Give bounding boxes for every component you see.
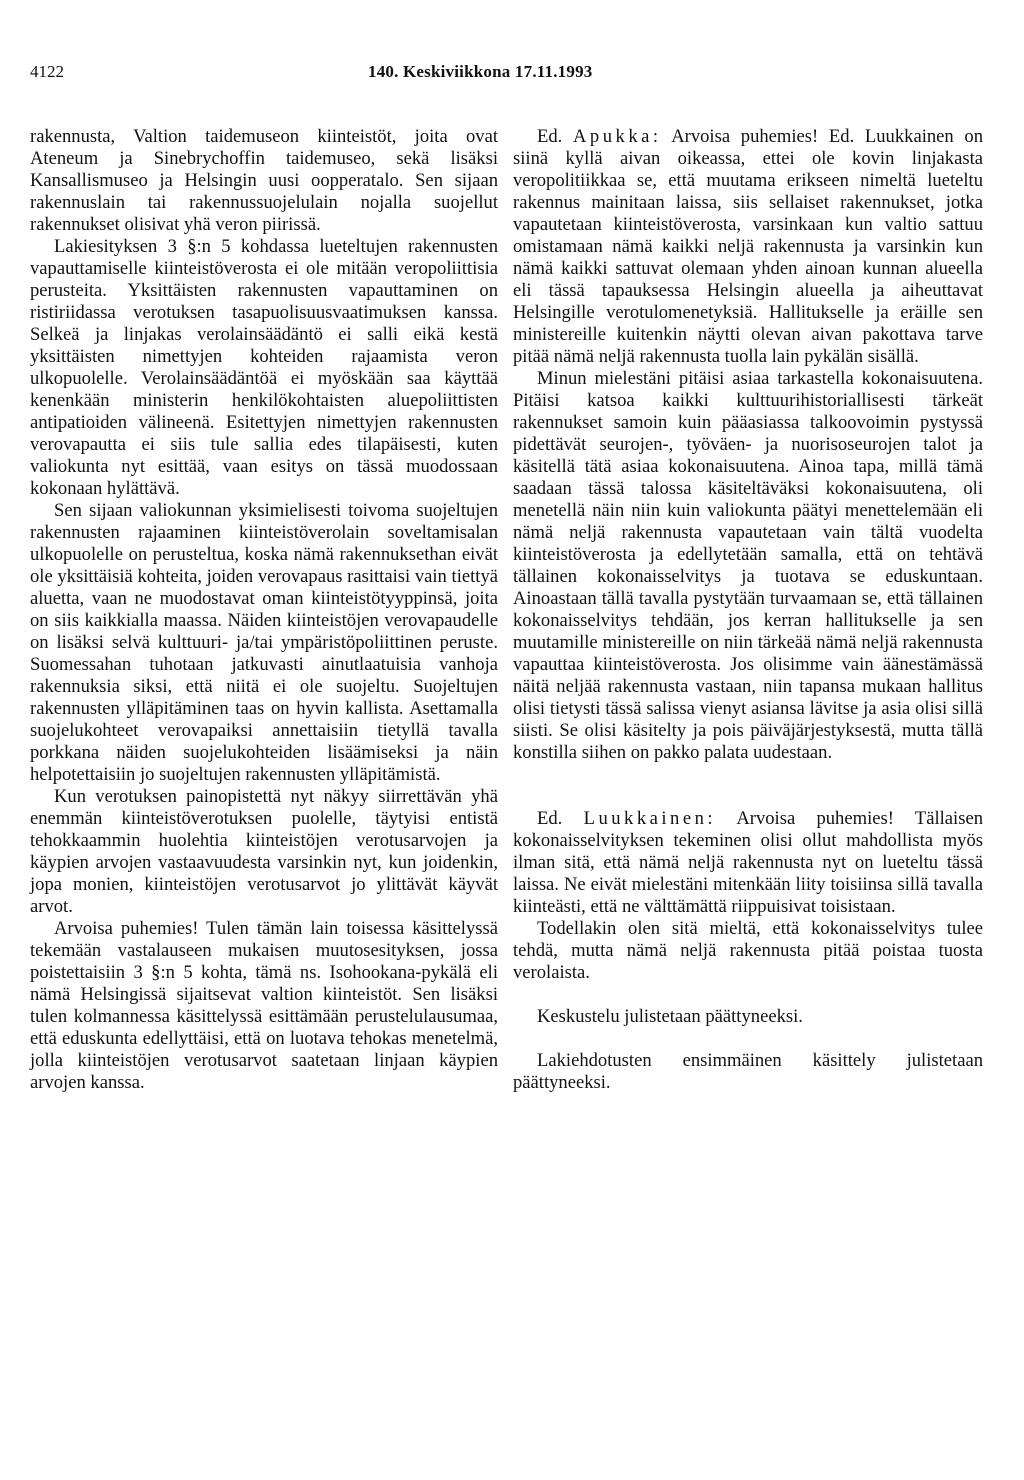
running-title: 140. Keskiviikkona 17.11.1993 <box>368 62 593 81</box>
left-paragraph-5: Arvoisa puhemies! Tulen tämän lain toisessa käsittelyssä tekemään vastalauseen mukaisen muutosesityksen, jossa poistettaisiin 3 §:n 5 kohta, tämä ns. Isohookana-pykälä eli nämä Helsingissä sijaitsevat valtion kiinteistöt. Sen lisäksi tulen kolmannessa käsittelyssä esittämään perustelulausumaa, että eduskunta edellyttäisi, että on luotava tehokas menetelmä, jolla kiinteistöjen verotusarvot saatetaan linjaan käypien arvojen kanssa. <box>30 918 498 1093</box>
speech-luukkainen-paragraph-2: Todellakin olen sitä mieltä, että kokonaisselvitys tulee tehdä, mutta nämä neljä rakennusta pitää poistaa tuosta verolaista. <box>513 918 983 983</box>
closing-separator-2 <box>513 1028 983 1050</box>
closing-separator <box>513 984 983 1006</box>
speech-luukkainen-text: Arvoisa puhemies! Tällaisen kokonaisselvityksen tekeminen olisi ollut mahdollista myös ilman sitä, että nämä neljä rakennusta nyt on lueteltu tässä laissa. Ne eivät mielestäni mitenkään liity toisiinsa sillä tavalla kiinteästi, että ne välttämättä riippuisivat toisistaan. <box>513 808 983 917</box>
page-number: 4122 <box>30 62 64 81</box>
speech-apukka-paragraph-2: Minun mielestäni pitäisi asiaa tarkastella kokonaisuutena. Pitäisi katsoa kaikki kulttuurihistoriallisesti tärkeät rakennukset samoin kuin pääasiassa talkoovoimin pystyssä pidettävät seurojen-, työväen- ja nuorisoseurojen talot ja käsitellä tätä asiaa kokonaisuutena. Ainoa tapa, millä tämä saadaan tässä talossa käsiteltäväksi kokonaisuutena, oli menetellä näin niin kuin valiokunta päätyi menettelemään eli nämä neljä rakennusta vapautetaan vain tältä vuodelta kiinteistöverosta ja edellytetään samalla, että on tehtävä tällainen kokonaisselvitys ja tuotava se eduskuntaan. Ainoastaan tällä tavalla pystytään turvaamaan se, että tällainen kokonaisselvitys tehdään, jos kerran hallitukselle ja sen muutamille ministereille on niin tärkeää nämä neljä rakennusta vapauttaa kiinteistöverosta. Jos olisimme vain äänestämässä näitä neljää rakennusta vastaan, niin tapansa mukaan hallitus olisi tietysti tässä salissa vienyt asiansa lävitse ja asia olisi sillä siisti. Se olisi käsitelty ja pois päiväjärjestyksestä, mutta tällä konstilla siihen on pakko palata uudestaan. <box>513 368 983 763</box>
speaker-name-apukka: Apukka: <box>573 126 662 147</box>
left-column <box>30 126 498 1094</box>
left-paragraph-4: Kun verotuksen painopistettä nyt näkyy siirrettävän yhä enemmän kiinteistöverotuksen puolelle, täytyisi entistä tehokkaammin huolehtia kiinteistöjen verotusarvojen ja käypien arvojen vastaavuudesta varsinkin nyt, kun joidenkin, jopa monien, kiinteistöjen verotusarvot jo ylittävät käyvät arvot. <box>30 786 498 917</box>
speech-separator <box>513 764 983 808</box>
left-paragraph-2: Lakiesityksen 3 §:n 5 kohdassa lueteltujen rakennusten vapauttamiselle kiinteistöverosta ei ole mitään veropoliittisia perusteita. Yksittäisten rakennusten vapauttaminen on ristiriidassa verotuksen tasapuolisuusvaatimuksen kanssa. Selkeä ja linjakas verolainsäädäntö ei salli eikä kestä yksittäisten nimettyjen kohteiden rajaamista veron ulkopuolelle. Verolainsäädäntöä ei myöskään saa käyttää kenenkään ministerin henkilökohtaisten aluepoliittisten antipatioiden välineenä. Esitettyjen nimettyjen rakennusten verovapautta ei siis tule sallia edes tilapäisesti, kuten valiokunta nyt esittää, vaan esitys on tässä muodossaan kokonaan hylättävä. <box>30 236 498 499</box>
right-column <box>513 126 983 1094</box>
speech-luukkainen <box>513 808 983 918</box>
closing-statement-1: Keskustelu julistetaan päättyneeksi. <box>537 1006 803 1027</box>
closing-statement-2: Lakiehdotusten ensimmäinen käsittely julistetaan päättyneeksi. <box>513 1050 983 1093</box>
left-paragraph-3: Sen sijaan valiokunnan yksimielisesti toivoma suojeltujen rakennusten rajaaminen kiinteistöverolain soveltamisalan ulkopuolelle on perusteltua, koska nämä rakennuksethan eivät ole yksittäisiä kohteita, joiden verovapaus rasittaisi vain tiettyä aluetta, vaan ne muodostavat oman kiinteistötyyppinsä, joita on siis kaikkialla maassa. Näiden kiinteistöjen verovapaudelle on lisäksi selvä kulttuuri- ja/tai ympäristöpoliittinen peruste. Suomessahan tuhotaan jatkuvasti ainutlaatuisia vanhoja rakennuksia siksi, että niitä ei ole suojeltu. Suojeltujen rakennusten ylläpitäminen taas on hyvin kallista. Asettamalla suojelukohteet verovapaiksi annettaisiin tietyllä tavalla porkkana näiden suojelukohteiden lisäämiseksi ja näin helpotettaisiin jo suojeltujen rakennusten ylläpitämistä. <box>30 500 498 785</box>
speech-apukka <box>513 126 983 368</box>
speaker-prefix: Ed. <box>537 126 563 147</box>
speaker-prefix: Ed. <box>537 808 563 829</box>
speech-apukka-text: Arvoisa puhemies! Ed. Luukkainen on siinä kyllä aivan oikeassa, ettei ole kovin linjakasta veropolitiikkaa se, että muutama erikseen nimeltä lueteltu rakennus mainitaan laissa, siis sellaiset rakennukset, jotka vapautetaan kiinteistöverosta, varsinkaan kun valtio sattuu omistamaan nämä kaikki neljä rakennusta ja varsinkin kun nämä kaikki sattuvat olemaan yhden ainoan kunnan alueella eli tässä tapauksessa Helsingin alueella ja aiheuttavat Helsingille verotulomenetyksiä. Hallitukselle ja eräille sen ministereille kuitenkin näytti olevan aivan pakottava tarve pitää nämä neljä rakennusta tuolla lain pykälän sisällä. <box>513 126 983 367</box>
left-paragraph-1: rakennusta, Valtion taidemuseon kiinteistöt, joita ovat Ateneum ja Sinebrychoffin taidemuseo, sekä lisäksi Kansallismuseo ja Helsingin uusi oopperatalo. Sen sijaan rakennuslain tai rakennussuojelulain nojalla suojellut rakennukset olisivat yhä veron piirissä. <box>30 126 498 235</box>
speaker-name-luukkainen: Luukkainen: <box>583 808 717 829</box>
page-header <box>0 62 1024 86</box>
